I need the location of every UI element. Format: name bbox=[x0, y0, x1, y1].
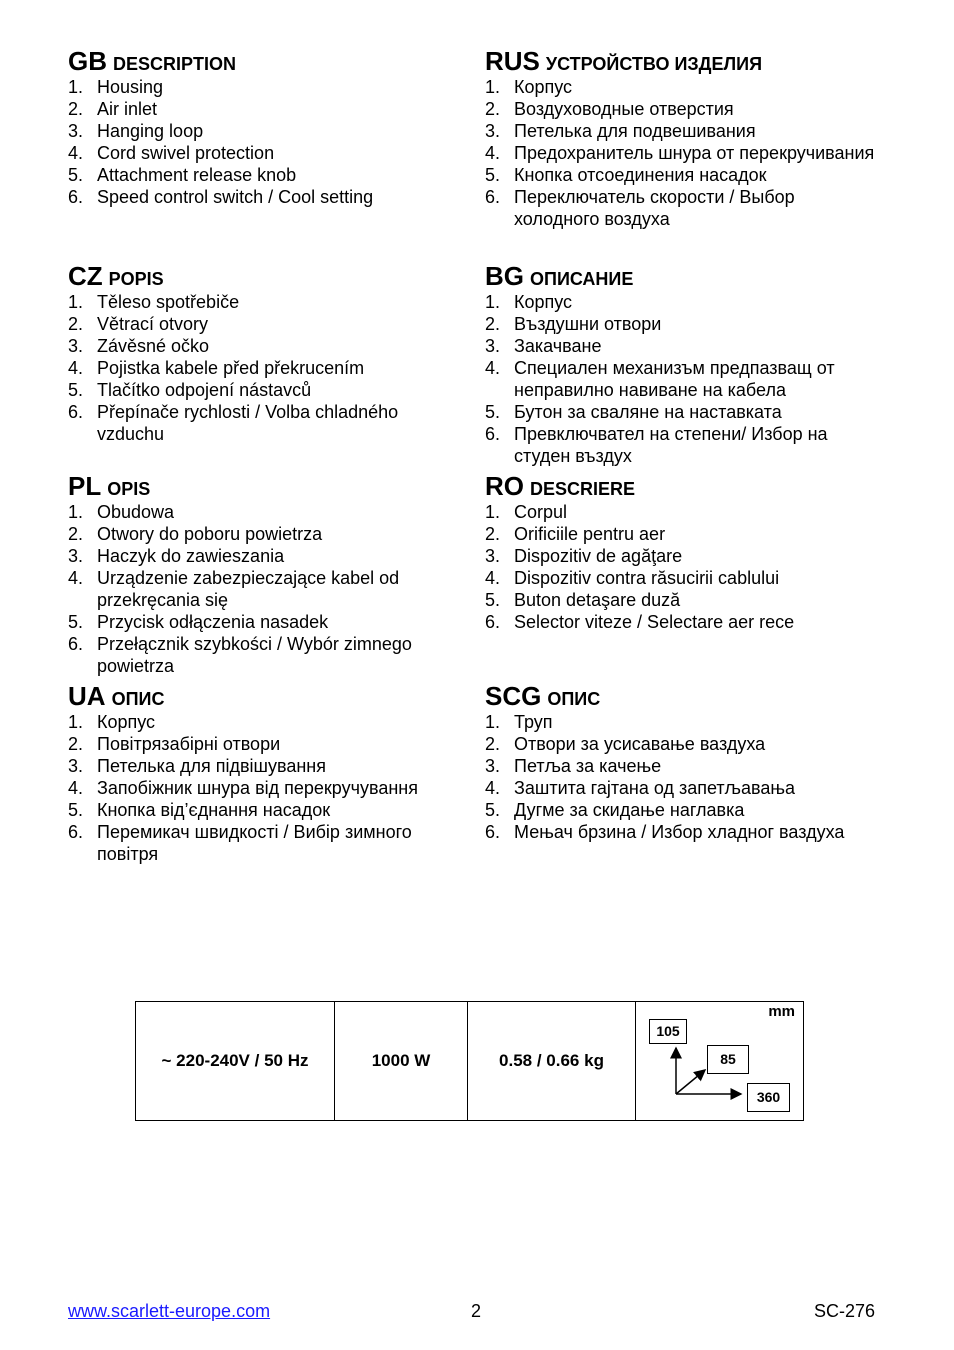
section-pl bbox=[68, 471, 468, 677]
list-item: 1. Корпус bbox=[68, 712, 156, 732]
dimension-unit: mm bbox=[768, 1003, 795, 1020]
table-row bbox=[136, 1002, 804, 1121]
section-ro bbox=[485, 471, 885, 633]
power-cell: 1000 W bbox=[335, 1002, 468, 1121]
section-name: POPIS bbox=[108, 269, 164, 289]
section-title bbox=[68, 46, 468, 76]
list-item: 2. Otwory do poboru powietrza bbox=[68, 524, 323, 544]
dimension-length: 360 bbox=[747, 1083, 790, 1112]
language-code: RO bbox=[485, 471, 524, 501]
parts-list bbox=[485, 501, 885, 633]
list-item: 5. Бутон за сваляне на наставката bbox=[485, 402, 782, 422]
parts-list bbox=[68, 501, 468, 677]
footer-website[interactable] bbox=[68, 1300, 270, 1322]
section-ua bbox=[68, 681, 468, 865]
page-number: 2 bbox=[471, 1301, 482, 1321]
section-title bbox=[485, 471, 885, 501]
section-rus bbox=[485, 46, 885, 230]
list-item: 6. Przełącznik szybkości / Wybór zimnego powietrza bbox=[68, 634, 412, 676]
section-name: DESCRIERE bbox=[530, 479, 636, 499]
section-name: DESCRIPTION bbox=[113, 54, 237, 74]
parts-list bbox=[68, 711, 468, 865]
language-code: SCG bbox=[485, 681, 542, 711]
list-item: 6. Превключвател на степени/ Избор на студен въздух bbox=[485, 424, 828, 466]
list-item: 6. Переключатель скорости / Выбор холодного воздуха bbox=[485, 187, 795, 229]
list-item: 2. Въздушни отвори bbox=[485, 314, 662, 334]
parts-list bbox=[485, 711, 885, 843]
section-name: OPIS bbox=[107, 479, 151, 499]
list-item: 5. Przycisk odłączenia nasadek bbox=[68, 612, 329, 632]
section-cz bbox=[68, 261, 468, 445]
list-item: 4. Cord swivel protection bbox=[68, 143, 275, 163]
list-item: 4. Заштита гајтана од запетљавања bbox=[485, 778, 795, 798]
list-item: 2. Air inlet bbox=[68, 99, 158, 119]
list-item: 5. Кнопка від’єднання насадок bbox=[68, 800, 331, 820]
list-item: 4. Предохранитель шнура от перекручивания bbox=[485, 143, 875, 163]
list-item: 5. Attachment release knob bbox=[68, 165, 297, 185]
parts-list bbox=[485, 291, 885, 467]
list-item: 4. Запобіжник шнура від перекручування bbox=[68, 778, 418, 798]
list-item: 4. Pojistka kabele před překrucením bbox=[68, 358, 365, 378]
language-code: UA bbox=[68, 681, 106, 711]
voltage-cell: ~ 220-240V / 50 Hz bbox=[136, 1002, 335, 1121]
language-code: PL bbox=[68, 471, 102, 501]
list-item: 1. Труп bbox=[485, 712, 553, 732]
parts-list bbox=[68, 76, 468, 208]
list-item: 5. Tlačítko odpojení nástavců bbox=[68, 380, 312, 400]
dimension-height: 105 bbox=[649, 1019, 687, 1044]
language-code: GB bbox=[68, 46, 107, 76]
list-item: 3. Haczyk do zawieszania bbox=[68, 546, 285, 566]
list-item: 1. Obudowa bbox=[68, 502, 175, 522]
section-title bbox=[68, 681, 468, 711]
list-item: 3. Петелька для підвішування bbox=[68, 756, 326, 776]
list-item: 4. Urządzenie zabezpieczające kabel od przekręcania się bbox=[68, 568, 400, 610]
list-item: 2. Повітрязабірні отвори bbox=[68, 734, 281, 754]
website-link[interactable]: www.scarlett-europe.com bbox=[68, 1301, 271, 1321]
section-title bbox=[485, 681, 885, 711]
list-item: 3. Петелька для подвешивания bbox=[485, 121, 756, 141]
list-item: 5. Дугме за скидање наглавка bbox=[485, 800, 745, 820]
section-title bbox=[485, 46, 885, 76]
section-name: ОПИС bbox=[111, 689, 165, 709]
language-code: CZ bbox=[68, 261, 103, 291]
section-gb bbox=[68, 46, 468, 208]
list-item: 3. Hanging loop bbox=[68, 121, 204, 141]
parts-list bbox=[485, 76, 885, 230]
list-item: 2. Orificiile pentru aer bbox=[485, 524, 666, 544]
list-item: 1. Corpul bbox=[485, 502, 568, 522]
model-number: SC-276 bbox=[814, 1301, 876, 1321]
list-item: 2. Воздуховодные отверстия bbox=[485, 99, 734, 119]
dimension-width: 85 bbox=[707, 1045, 749, 1074]
section-bg bbox=[485, 261, 885, 467]
parts-list bbox=[68, 291, 468, 445]
dimensions-cell bbox=[636, 1002, 804, 1121]
list-item: 2. Отвори за усисавање ваздуха bbox=[485, 734, 766, 754]
list-item: 3. Закачване bbox=[485, 336, 602, 356]
section-scg bbox=[485, 681, 885, 843]
weight-cell: 0.58 / 0.66 kg bbox=[468, 1002, 636, 1121]
list-item: 4. Специален механизъм предпазващ от неправилно навиване на кабела bbox=[485, 358, 835, 400]
list-item: 4. Dispozitiv contra răsucirii cablului bbox=[485, 568, 780, 588]
list-item: 6. Přepínače rychlosti / Volba chladného vzduchu bbox=[68, 402, 399, 444]
list-item: 6. Мењач брзина / Избор хладног ваздуха bbox=[485, 822, 845, 842]
list-item: 3. Dispozitiv de agăţare bbox=[485, 546, 683, 566]
list-item: 6. Speed control switch / Cool setting bbox=[68, 187, 374, 207]
section-name: УСТРОЙСТВО ИЗДЕЛИЯ bbox=[545, 54, 763, 74]
section-title bbox=[485, 261, 885, 291]
list-item: 1. Корпус bbox=[485, 292, 573, 312]
list-item: 6. Selector viteze / Selectare aer rece bbox=[485, 612, 795, 632]
language-code: RUS bbox=[485, 46, 540, 76]
list-item: 6. Перемикач швидкості / Вибір зимного повітря bbox=[68, 822, 412, 864]
list-item: 3. Петља за качење bbox=[485, 756, 662, 776]
list-item: 5. Buton detaşare duză bbox=[485, 590, 681, 610]
section-title bbox=[68, 471, 468, 501]
specs-table bbox=[135, 1001, 804, 1121]
section-name: ОПИСАНИЕ bbox=[530, 269, 634, 289]
list-item: 1. Корпус bbox=[485, 77, 573, 97]
list-item: 1. Těleso spotřebiče bbox=[68, 292, 240, 312]
language-code: BG bbox=[485, 261, 524, 291]
list-item: 1. Housing bbox=[68, 77, 164, 97]
list-item: 3. Závěsné očko bbox=[68, 336, 210, 356]
section-title bbox=[68, 261, 468, 291]
list-item: 2. Větrací otvory bbox=[68, 314, 209, 334]
list-item: 5. Кнопка отсоединения насадок bbox=[485, 165, 767, 185]
section-name: ОПИС bbox=[547, 689, 601, 709]
